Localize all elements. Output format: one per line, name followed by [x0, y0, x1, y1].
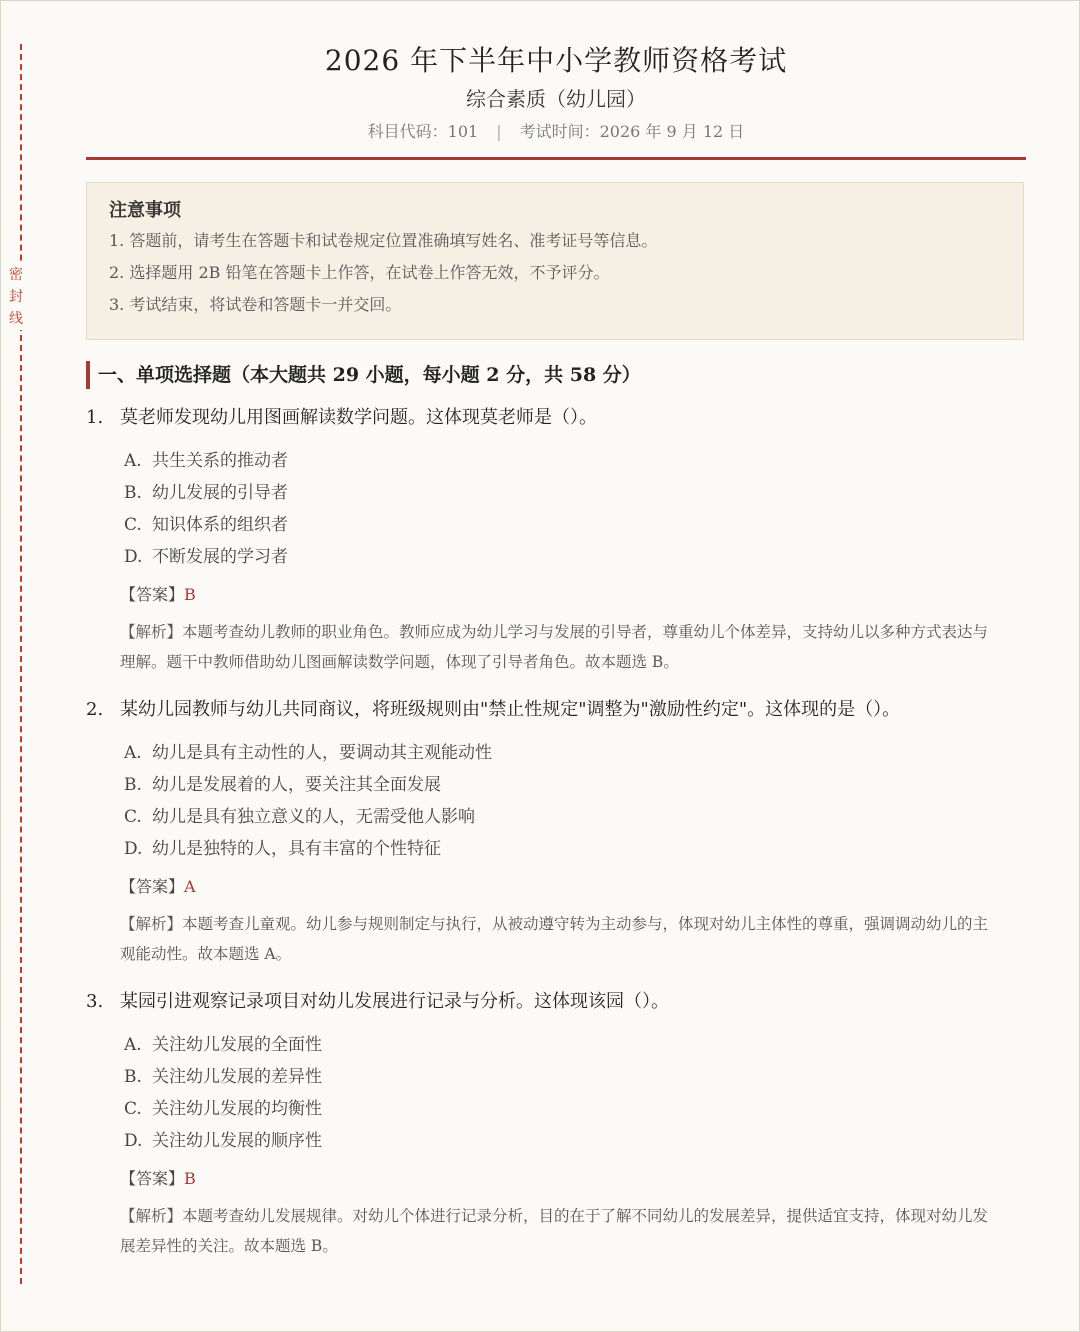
seal-char: 线	[9, 311, 23, 327]
notice-item: 3. 考试结束，将试卷和答题卡一并交回。	[109, 295, 402, 314]
question-number: 1.	[86, 407, 104, 428]
question-number: 3.	[86, 991, 104, 1012]
answer-label: 【答案】	[120, 1169, 185, 1188]
section-title: 一、单项选择题（本大题共 29 小题，每小题 2 分，共 58 分）	[86, 361, 1026, 389]
option-b: B. 关注幼儿发展的差异性	[124, 1067, 322, 1087]
subject-code: 科目代码：101	[367, 122, 479, 141]
option-c: C. 幼儿是具有独立意义的人，无需受他人影响	[124, 807, 475, 827]
page-subtitle: 综合素质（幼儿园）	[466, 87, 646, 111]
seal-char: 封	[9, 289, 23, 305]
seal-label	[6, 264, 26, 330]
notice-box	[86, 182, 1024, 340]
answer-line	[86, 1165, 1026, 1193]
analysis-text: 【解析】本题考查儿童观。幼儿参与规则制定与执行，从被动遵守转为主动参与，体现对幼儿主体性的尊重，强调调动幼儿的主观能动性。故本题选 A。	[120, 915, 989, 963]
answer-label: 【答案】	[120, 585, 185, 604]
notice-title: 注意事项	[109, 200, 181, 221]
option-b: B. 幼儿是发展着的人，要关注其全面发展	[124, 775, 441, 795]
option-list	[86, 445, 1026, 573]
question-2	[86, 695, 1026, 969]
answer-value: B	[184, 585, 196, 604]
question-stem	[86, 695, 1026, 725]
option-list	[86, 737, 1026, 865]
question-text: 莫老师发现幼儿用图画解读数学问题。这体现莫老师是（）。	[120, 407, 597, 428]
exam-header	[86, 40, 1026, 144]
question-1	[86, 403, 1026, 677]
option-a: A. 幼儿是具有主动性的人，要调动其主观能动性	[124, 743, 492, 763]
notice-item: 2. 选择题用 2B 铅笔在答题卡上作答，在试卷上作答无效，不予评分。	[109, 263, 610, 282]
option-c: C. 关注幼儿发展的均衡性	[124, 1099, 322, 1119]
header-divider	[86, 157, 1026, 160]
answer-value: B	[184, 1169, 196, 1188]
option-d: D. 幼儿是独特的人，具有丰富的个性特征	[124, 839, 441, 859]
option-a: A. 关注幼儿发展的全面性	[124, 1035, 322, 1055]
question-stem	[86, 987, 1026, 1017]
question-text: 某园引进观察记录项目对幼儿发展进行记录与分析。这体现该园（）。	[120, 991, 669, 1012]
answer-label: 【答案】	[120, 877, 185, 896]
question-3	[86, 987, 1026, 1261]
answer-line	[86, 873, 1026, 901]
option-c: C. 知识体系的组织者	[124, 515, 288, 535]
analysis-text: 【解析】本题考查幼儿教师的职业角色。教师应成为幼儿学习与发展的引导者，尊重幼儿个体差异，支持幼儿以多种方式表达与理解。题干中教师借助幼儿图画解读数学问题，体现了引导者角色。故本题选 B。	[120, 623, 989, 671]
option-a: A. 共生关系的推动者	[124, 451, 288, 471]
exam-meta	[86, 120, 1026, 144]
seal-dashed-line	[20, 44, 22, 1284]
option-list	[86, 1029, 1026, 1157]
option-b: B. 幼儿发展的引导者	[124, 483, 288, 503]
notice-item: 1. 答题前，请考生在答题卡和试卷规定位置准确填写姓名、准考证号等信息。	[109, 231, 658, 250]
page-title: 2026 年下半年中小学教师资格考试	[324, 44, 788, 77]
question-text: 某幼儿园教师与幼儿共同商议，将班级规则由"禁止性规定"调整为"激励性约定"。这体现的是（）。	[120, 699, 901, 720]
exam-date: 考试时间：2026 年 9 月 12 日	[519, 122, 745, 141]
question-stem	[86, 403, 1026, 433]
answer-line	[86, 581, 1026, 609]
seal-char: 密	[9, 267, 23, 283]
meta-separator: |	[496, 122, 502, 141]
analysis-text: 【解析】本题考查幼儿发展规律。对幼儿个体进行记录分析，目的在于了解不同幼儿的发展差异，提供适宜支持，体现对幼儿发展差异性的关注。故本题选 B。	[120, 1207, 989, 1255]
answer-value: A	[184, 877, 196, 896]
option-d: D. 关注幼儿发展的顺序性	[124, 1131, 322, 1151]
option-d: D. 不断发展的学习者	[124, 547, 288, 567]
question-number: 2.	[86, 699, 104, 720]
